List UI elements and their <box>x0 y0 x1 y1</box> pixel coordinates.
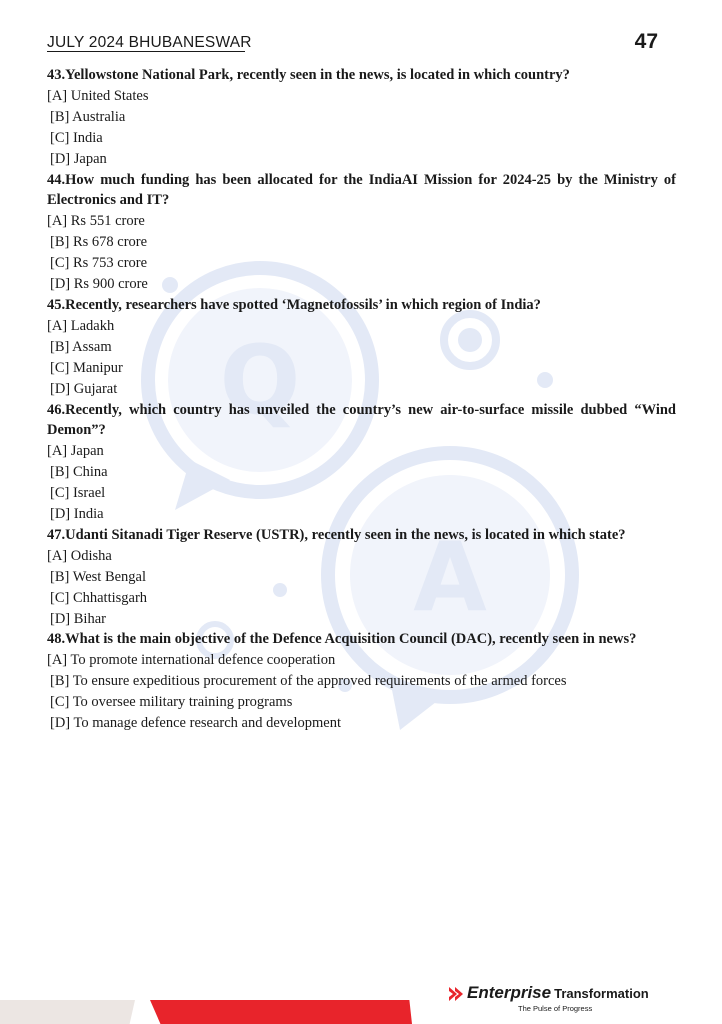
watermark-a: A <box>413 523 487 633</box>
watermark-q: Q <box>219 326 301 436</box>
option-d: [D] Gujarat <box>50 380 118 397</box>
option-c: [C] Rs 753 crore <box>50 255 148 272</box>
footer-bar-grey <box>0 1000 135 1024</box>
question-text: 44.How much funding has been allocated for the IndiaAI Mission for 2024-25 by the Ministry of Electronics and IT? <box>47 171 676 209</box>
brand-main: Enterprise <box>467 983 552 1002</box>
brand-text <box>467 983 649 1003</box>
question-text: 48.What is the main objective of the Defence Acquisition Council (DAC), recently seen in news? <box>47 631 637 648</box>
option-d: [D] India <box>50 506 104 523</box>
option-a: [A] Odisha <box>47 547 112 564</box>
brand-second: Transformation <box>554 986 649 1001</box>
question-text: 47.Udanti Sitanadi Tiger Reserve (USTR), recently seen in the news, is located in which state? <box>47 526 626 543</box>
header-title: JULY 2024 BHUBANESWAR <box>47 34 252 51</box>
question-text: 45.Recently, researchers have spotted ‘Magnetofossils’ in which region of India? <box>47 296 541 313</box>
brand-logo <box>448 984 688 1016</box>
option-c: [C] To oversee military training programs <box>50 694 293 711</box>
option-a: [A] Japan <box>47 443 104 460</box>
question-text: 46.Recently, which country has unveiled the country’s new air-to-surface missile dubbed “Wind Demon”? <box>47 401 676 439</box>
option-a: [A] Ladakh <box>47 317 115 334</box>
option-c: [C] Israel <box>50 485 106 502</box>
option-d: [D] Bihar <box>50 610 106 627</box>
option-a: [A] Rs 551 crore <box>47 213 145 230</box>
page-number: 47 <box>634 30 658 53</box>
question-block <box>47 65 676 170</box>
option-d: [D] Japan <box>50 150 107 167</box>
question-block <box>47 525 676 630</box>
header-underline <box>47 51 245 52</box>
option-d: [D] Rs 900 crore <box>50 276 148 293</box>
option-b: [B] Australia <box>50 108 126 125</box>
brand-mark-icon <box>448 986 464 1002</box>
question-block <box>47 295 676 400</box>
option-b: [B] To ensure expeditious procurement of the approved requirements of the armed forces <box>50 673 567 690</box>
question-block <box>47 170 676 295</box>
question-list <box>47 65 676 734</box>
option-c: [C] Chhattisgarh <box>50 589 148 606</box>
question-text: 43.Yellowstone National Park, recently seen in the news, is located in which country? <box>47 67 570 83</box>
brand-tagline: The Pulse of Progress <box>518 1004 593 1013</box>
question-block <box>47 400 676 525</box>
option-b: [B] China <box>50 464 108 481</box>
option-b: [B] Rs 678 crore <box>50 234 148 251</box>
option-c: [C] India <box>50 129 103 146</box>
option-d: [D] To manage defence research and development <box>50 715 341 732</box>
option-b: [B] West Bengal <box>50 568 147 585</box>
option-a: [A] United States <box>47 87 149 104</box>
question-block <box>47 629 676 734</box>
option-b: [B] Assam <box>50 338 112 355</box>
option-a: [A] To promote international defence cooperation <box>47 652 336 669</box>
option-c: [C] Manipur <box>50 359 123 376</box>
footer-bar-red <box>150 1000 412 1024</box>
